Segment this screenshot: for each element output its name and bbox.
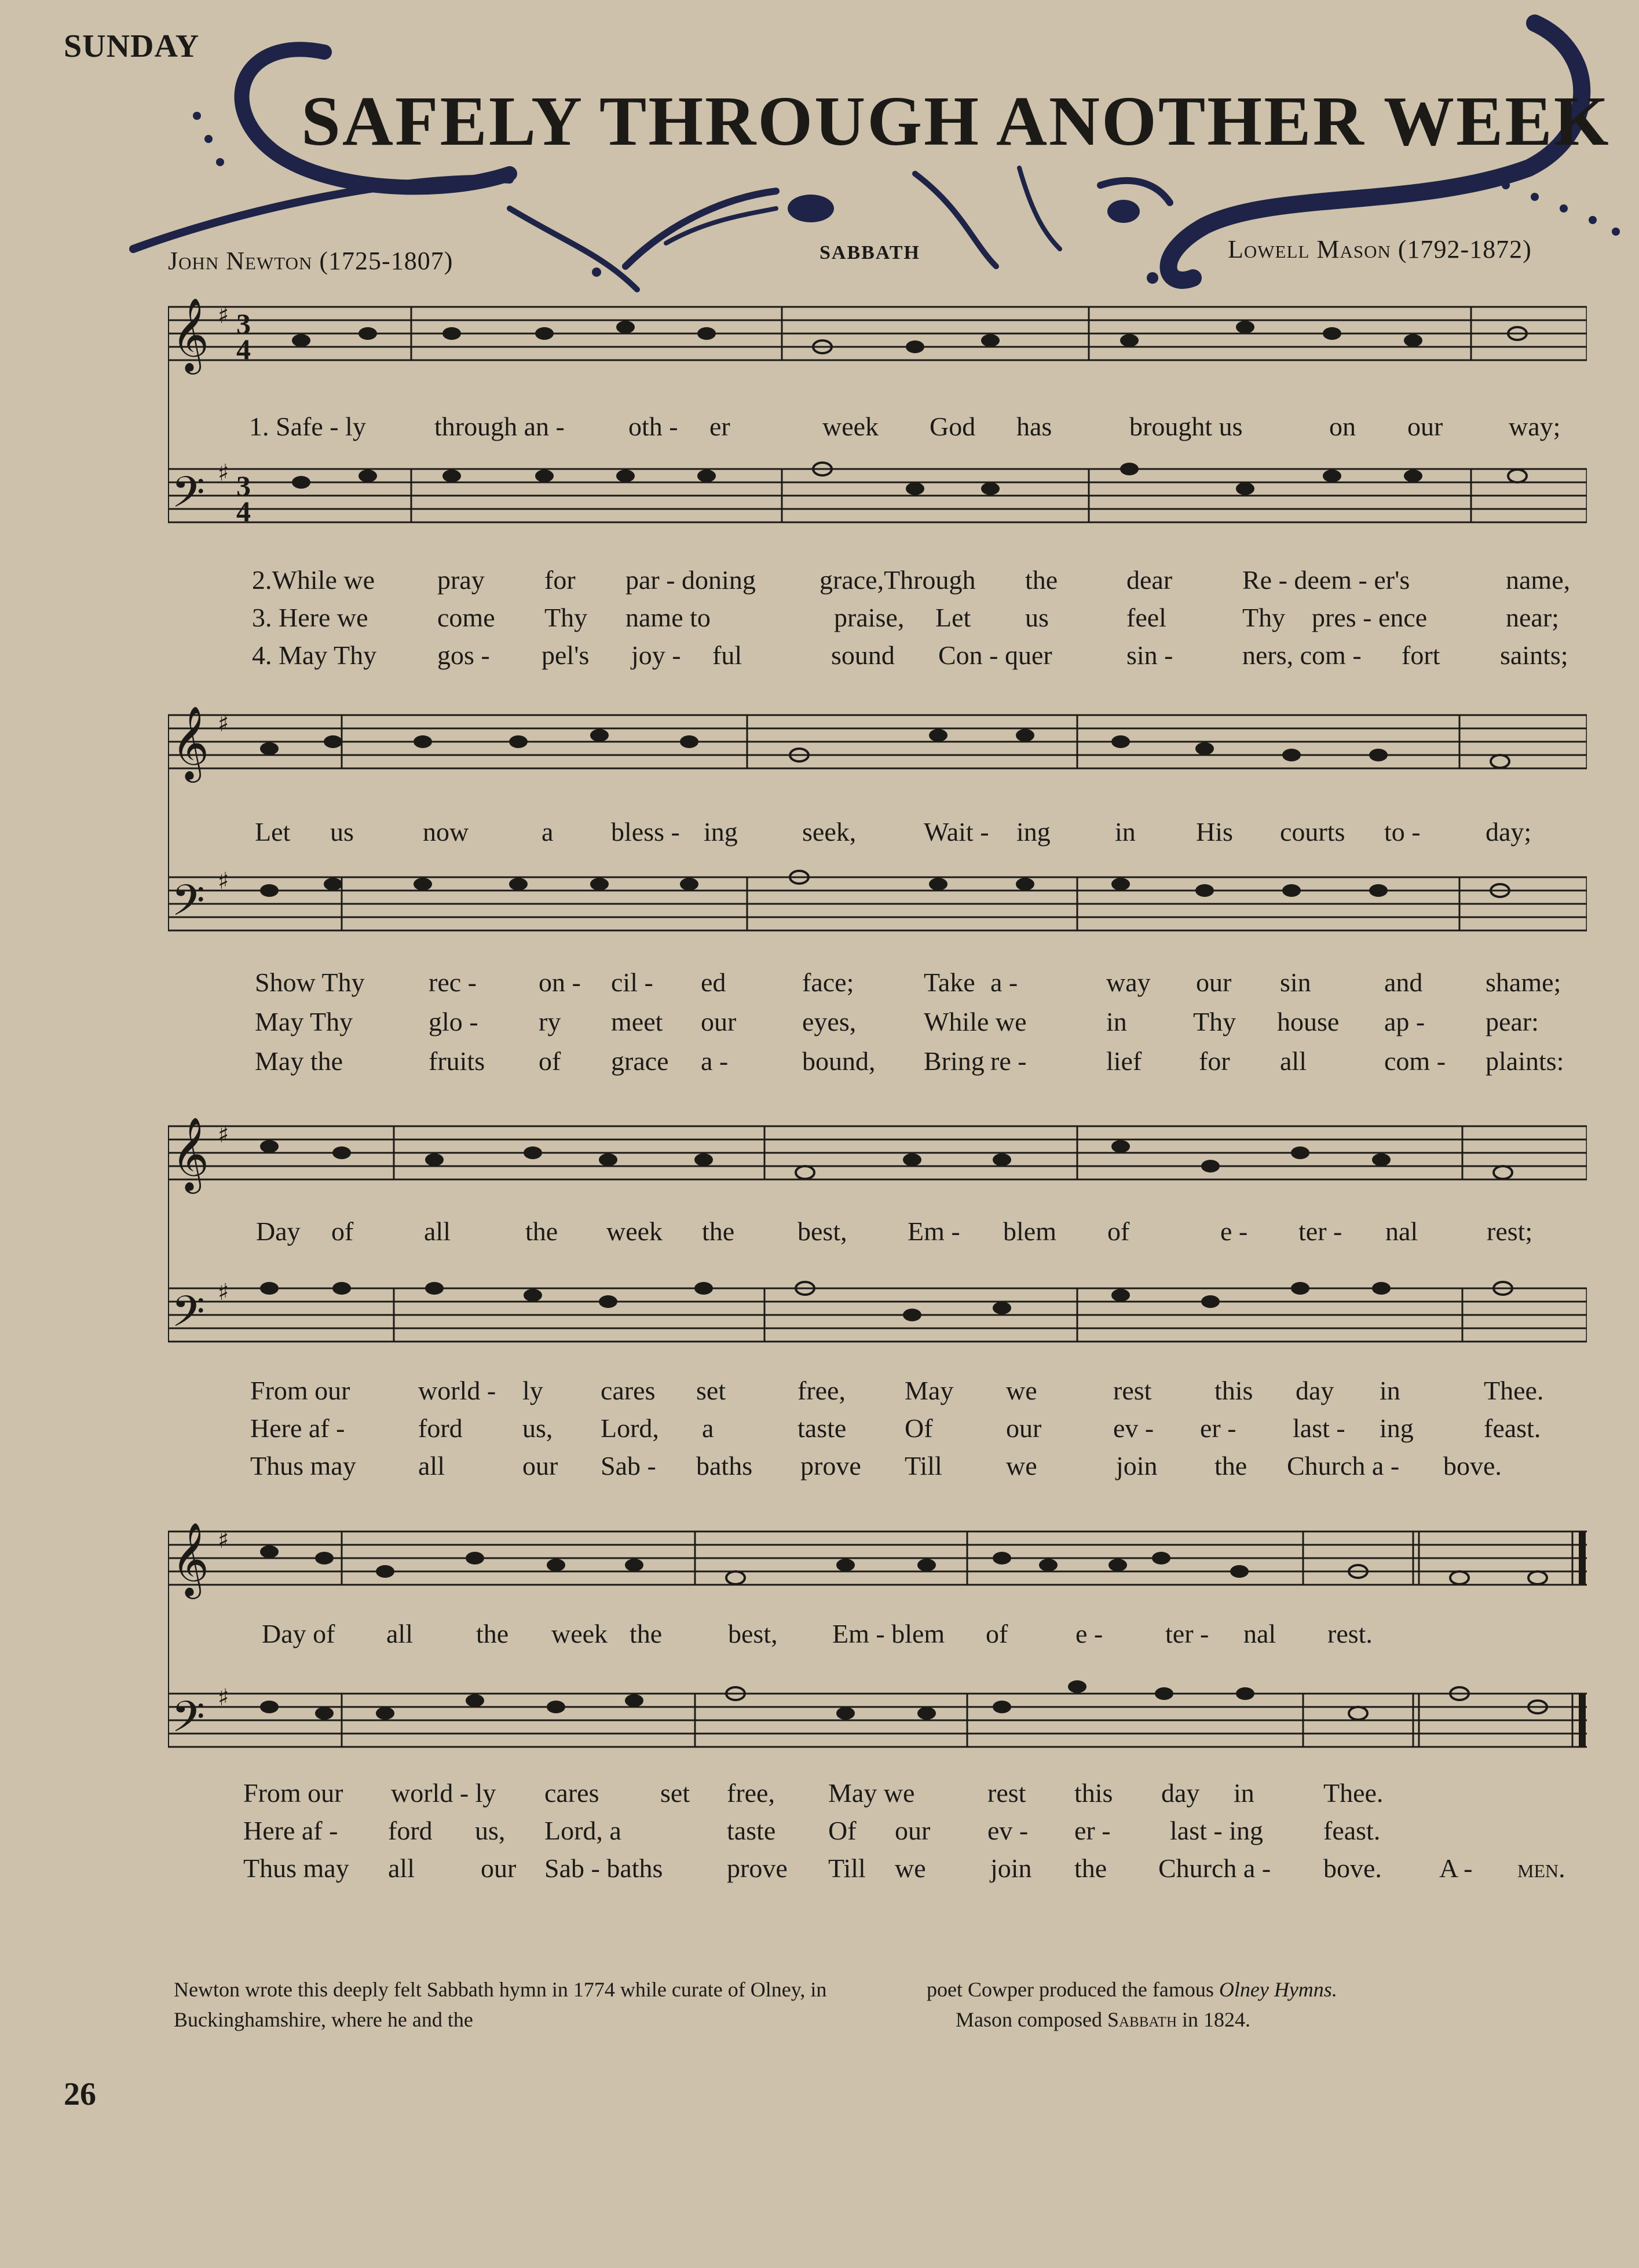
- lyric-syllable: join: [990, 1853, 1032, 1883]
- lyrics-system-1-treble: [249, 411, 1581, 445]
- lyric-syllable: Church a -: [1287, 1451, 1400, 1481]
- lyric-syllable: Lord, a: [544, 1816, 621, 1845]
- lyric-syllable: nal: [1385, 1217, 1418, 1246]
- lyric-syllable: cares: [544, 1778, 599, 1808]
- lyric-syllable: through an -: [434, 412, 565, 441]
- lyric-syllable: a -: [990, 968, 1018, 997]
- svg-text:3: 3: [236, 470, 251, 502]
- lyrics-system-1-bass-verse-2: [252, 565, 1584, 598]
- lyric-syllable: rec -: [429, 968, 477, 997]
- lyric-syllable: we: [1006, 1451, 1037, 1481]
- svg-text:𝄞: 𝄞: [171, 297, 210, 371]
- lyric-syllable: us: [330, 817, 354, 847]
- lyric-syllable: er -: [1074, 1816, 1111, 1845]
- lyric-syllable: free,: [727, 1778, 775, 1808]
- lyric-syllable: Re - deem - er's: [1242, 565, 1410, 595]
- lyric-syllable: re -: [990, 1046, 1027, 1076]
- lyric-syllable: week: [822, 412, 879, 441]
- lyric-syllable: a -: [701, 1046, 729, 1076]
- svg-text:♯: ♯: [218, 710, 229, 737]
- svg-text:♯: ♯: [218, 460, 229, 486]
- lyric-syllable: us,: [475, 1816, 506, 1845]
- lyric-syllable: ly: [522, 1376, 543, 1405]
- lyric-syllable: Wait -: [924, 817, 989, 847]
- composer-credit: Lowell Mason (1792-1872): [1228, 235, 1532, 263]
- lyric-syllable: and: [1384, 968, 1423, 997]
- lyric-syllable: all: [388, 1853, 415, 1883]
- lyric-syllable: pear:: [1486, 1007, 1539, 1036]
- lyric-syllable: ners, com -: [1242, 640, 1362, 670]
- svg-text:♯: ♯: [218, 302, 229, 329]
- lyrics-system-3-treble: [256, 1216, 1588, 1250]
- lyrics-system-4-bass-verse-3: [243, 1815, 1587, 1849]
- lyric-syllable: in: [1106, 1007, 1127, 1036]
- lyric-syllable: shame;: [1486, 968, 1561, 997]
- lyric-syllable: bove.: [1443, 1451, 1502, 1481]
- lyric-syllable: plaints:: [1486, 1046, 1564, 1076]
- lyrics-system-4-treble: [262, 1618, 1594, 1652]
- lyric-syllable: the: [1025, 565, 1058, 595]
- svg-text:𝄢: 𝄢: [171, 467, 205, 528]
- lyric-syllable: Thy: [544, 603, 588, 632]
- lyric-syllable: pel's: [542, 640, 590, 670]
- footnote-right: poet Cowper produced the famous Olney Hymns. Mason composed Sabbath in 1824.: [927, 1978, 1337, 2031]
- lyric-syllable: er -: [1200, 1413, 1236, 1443]
- lyric-syllable: join: [1116, 1451, 1158, 1481]
- lyric-syllable: best,: [797, 1217, 847, 1246]
- lyric-syllable: Here af -: [250, 1413, 345, 1443]
- lyric-syllable: Thus may: [250, 1451, 356, 1481]
- lyric-syllable: our: [1407, 412, 1443, 441]
- svg-text:♯: ♯: [218, 1684, 229, 1711]
- lyric-syllable: set: [696, 1376, 726, 1405]
- lyric-syllable: Let: [255, 817, 291, 847]
- lyric-syllable: Take: [924, 968, 975, 997]
- lyric-syllable: saints;: [1500, 640, 1568, 670]
- lyric-syllable: we: [1006, 1376, 1037, 1405]
- lyric-syllable: Day: [256, 1217, 301, 1246]
- lyric-syllable: in: [1115, 817, 1136, 847]
- lyric-syllable: sin: [1280, 968, 1311, 997]
- lyric-syllable: for: [1199, 1046, 1230, 1076]
- lyrics-system-4-bass-verse-4: [243, 1853, 1587, 1886]
- lyric-syllable: Lord,: [601, 1413, 659, 1443]
- lyric-syllable: Sab -: [601, 1451, 656, 1481]
- lyric-syllable: May Thy: [255, 1007, 353, 1036]
- svg-text:𝄞: 𝄞: [171, 705, 210, 779]
- lyric-syllable: our: [701, 1007, 737, 1036]
- lyric-syllable: the: [702, 1217, 735, 1246]
- lyric-syllable: we: [895, 1853, 926, 1883]
- lyric-syllable: house: [1277, 1007, 1340, 1036]
- lyric-syllable: the: [1214, 1451, 1247, 1481]
- lyric-syllable: pres - ence: [1312, 603, 1428, 632]
- lyric-syllable: nal: [1243, 1619, 1276, 1648]
- lyric-syllable: bound,: [802, 1046, 876, 1076]
- page-number: 26: [64, 2076, 96, 2112]
- svg-text:♯: ♯: [218, 868, 229, 895]
- lyrics-system-3-bass-verse-2: [250, 1375, 1582, 1409]
- lyric-syllable: a: [702, 1413, 714, 1443]
- lyric-syllable: Here af -: [243, 1816, 338, 1845]
- lyric-syllable: eyes,: [802, 1007, 857, 1036]
- lyric-syllable: While we: [924, 1007, 1027, 1036]
- lyric-syllable: ry: [539, 1007, 561, 1036]
- lyric-syllable: ful: [712, 640, 742, 670]
- lyric-syllable: last - ing: [1170, 1816, 1263, 1845]
- lyric-syllable: on -: [539, 968, 581, 997]
- lyric-syllable: day;: [1486, 817, 1532, 847]
- lyric-syllable: seek,: [802, 817, 857, 847]
- lyric-syllable: our: [481, 1853, 517, 1883]
- lyric-syllable: e -: [1075, 1619, 1103, 1648]
- lyric-syllable: our: [1006, 1413, 1042, 1443]
- hymn-title: SAFELY THROUGH ANOTHER WEEK: [301, 82, 1611, 160]
- lyric-syllable: Till: [905, 1451, 942, 1481]
- svg-text:𝄞: 𝄞: [171, 1116, 210, 1190]
- lyric-syllable: the: [1074, 1853, 1107, 1883]
- tune-name: SABBATH: [820, 242, 920, 263]
- lyric-syllable: Em - blem: [832, 1619, 945, 1648]
- lyrics-system-4-bass-verse-2: [243, 1778, 1587, 1811]
- lyric-syllable: God: [930, 412, 976, 441]
- lyrics-system-2-treble: [255, 816, 1587, 850]
- lyric-syllable: prove: [727, 1853, 788, 1883]
- lyric-syllable: May we: [828, 1778, 915, 1808]
- lyric-syllable: ing: [704, 817, 738, 847]
- svg-text:4: 4: [236, 333, 251, 365]
- lyric-syllable: name to: [625, 603, 711, 632]
- lyric-syllable: this: [1214, 1376, 1253, 1405]
- lyric-syllable: Of: [828, 1816, 857, 1845]
- lyric-syllable: pray: [437, 565, 485, 595]
- lyric-syllable: Em -: [908, 1217, 960, 1246]
- svg-text:𝄞: 𝄞: [171, 1522, 210, 1596]
- lyric-syllable: Let: [935, 603, 971, 632]
- lyric-syllable: the: [476, 1619, 509, 1648]
- lyric-syllable: oth -: [628, 412, 678, 441]
- svg-text:♯: ♯: [218, 1122, 229, 1148]
- lyric-syllable: sound: [831, 640, 895, 670]
- lyric-syllable: Of: [905, 1413, 933, 1443]
- lyric-syllable: lief: [1106, 1046, 1142, 1076]
- lyric-syllable: blem: [1003, 1217, 1056, 1246]
- lyric-syllable: us,: [522, 1413, 553, 1443]
- lyric-syllable: face;: [802, 968, 854, 997]
- lyric-syllable: ing: [1016, 817, 1051, 847]
- lyric-syllable: feast.: [1323, 1816, 1381, 1845]
- lyric-syllable: rest.: [1327, 1619, 1373, 1648]
- lyric-syllable: er: [709, 412, 730, 441]
- lyric-syllable: of: [539, 1046, 561, 1076]
- lyric-syllable: ev -: [987, 1816, 1029, 1845]
- lyric-syllable: week: [551, 1619, 608, 1648]
- lyric-syllable: way: [1106, 968, 1151, 997]
- lyric-syllable: glo -: [429, 1007, 478, 1036]
- lyric-syllable: set: [660, 1778, 690, 1808]
- lyric-syllable: fort: [1402, 640, 1440, 670]
- lyric-syllable: bove.: [1323, 1853, 1382, 1883]
- lyric-syllable: Thee.: [1484, 1376, 1544, 1405]
- lyric-syllable: ed: [701, 968, 726, 997]
- lyric-syllable: come: [437, 603, 495, 632]
- lyric-syllable: has: [1016, 412, 1052, 441]
- lyric-syllable: ter -: [1298, 1217, 1342, 1246]
- lyric-syllable: rest: [987, 1778, 1026, 1808]
- lyric-syllable: name,: [1506, 565, 1571, 595]
- lyric-syllable: Show Thy: [255, 968, 365, 997]
- lyric-syllable: all: [1280, 1046, 1307, 1076]
- lyric-syllable: grace: [611, 1046, 669, 1076]
- lyric-syllable: joy -: [631, 640, 681, 670]
- lyric-syllable: the: [525, 1217, 558, 1246]
- lyric-syllable: 3. Here we: [252, 603, 368, 632]
- lyric-syllable: ev -: [1113, 1413, 1154, 1443]
- lyric-syllable: day: [1161, 1778, 1200, 1808]
- lyric-syllable: ford: [388, 1816, 433, 1845]
- lyrics-system-1-bass-verse-3: [252, 602, 1584, 636]
- lyrics-system-2-bass-verse-4: [255, 1046, 1587, 1079]
- lyric-syllable: grace,Through: [820, 565, 976, 595]
- lyric-syllable: our: [1196, 968, 1232, 997]
- lyric-syllable: May the: [255, 1046, 343, 1076]
- lyric-syllable: par - doning: [625, 565, 756, 595]
- svg-text:♯: ♯: [218, 1279, 229, 1306]
- lyric-syllable: of: [331, 1217, 354, 1246]
- lyric-syllable: world - ly: [391, 1778, 496, 1808]
- lyric-syllable: Bring: [924, 1046, 985, 1076]
- lyric-syllable: last -: [1293, 1413, 1345, 1443]
- svg-text:𝄢: 𝄢: [171, 1692, 205, 1753]
- lyrics-system-3-bass-verse-3: [250, 1413, 1582, 1446]
- lyric-syllable: in: [1234, 1778, 1254, 1808]
- lyric-syllable: week: [606, 1217, 663, 1246]
- lyric-syllable: to -: [1384, 817, 1421, 847]
- lyric-syllable: a: [542, 817, 554, 847]
- lyric-syllable: this: [1074, 1778, 1113, 1808]
- lyric-syllable: taste: [797, 1413, 847, 1443]
- lyric-syllable: bless -: [611, 817, 680, 847]
- lyric-syllable: day: [1296, 1376, 1334, 1405]
- lyric-syllable: all: [424, 1217, 451, 1246]
- svg-text:♯: ♯: [218, 1527, 229, 1553]
- lyric-syllable: world -: [418, 1376, 496, 1405]
- lyric-syllable: rest;: [1487, 1217, 1533, 1246]
- lyric-syllable: Church a -: [1158, 1853, 1271, 1883]
- lyric-syllable: 4. May Thy: [252, 640, 377, 670]
- lyric-syllable: 2.While we: [252, 565, 375, 595]
- lyric-syllable: brought us: [1129, 412, 1243, 441]
- lyric-syllable: near;: [1506, 603, 1559, 632]
- lyric-syllable: 1. Safe - ly: [249, 412, 366, 441]
- section-label: SUNDAY: [64, 28, 200, 64]
- lyric-syllable: on: [1329, 412, 1356, 441]
- lyric-syllable: cil -: [611, 968, 653, 997]
- author-credit: John Newton (1725-1807): [168, 247, 453, 275]
- lyric-syllable: Thee.: [1323, 1778, 1384, 1808]
- lyric-syllable: Till: [828, 1853, 866, 1883]
- lyric-syllable: ap -: [1384, 1007, 1425, 1036]
- lyric-syllable: of: [1107, 1217, 1130, 1246]
- lyrics-system-2-bass-verse-2: [255, 967, 1587, 1001]
- lyric-syllable: A -: [1439, 1853, 1473, 1883]
- lyric-syllable: Thus may: [243, 1853, 349, 1883]
- svg-text:𝄢: 𝄢: [171, 1287, 205, 1347]
- lyric-syllable: From our: [243, 1778, 343, 1808]
- lyric-syllable: all: [386, 1619, 413, 1648]
- lyric-syllable: e -: [1220, 1217, 1248, 1246]
- lyric-syllable: rest: [1113, 1376, 1152, 1405]
- svg-text:𝄢: 𝄢: [171, 875, 205, 936]
- lyric-syllable: Thy: [1193, 1007, 1236, 1036]
- lyric-syllable: men.: [1517, 1853, 1565, 1883]
- lyric-syllable: ing: [1380, 1413, 1414, 1443]
- lyric-syllable: Con - quer: [938, 640, 1052, 670]
- lyric-syllable: for: [544, 565, 576, 595]
- lyric-syllable: all: [418, 1451, 445, 1481]
- lyric-syllable: Thy: [1242, 603, 1286, 632]
- lyric-syllable: feel: [1126, 603, 1166, 632]
- lyrics-system-2-bass-verse-3: [255, 1006, 1587, 1040]
- lyric-syllable: free,: [797, 1376, 846, 1405]
- lyric-syllable: us: [1025, 603, 1049, 632]
- svg-text:3: 3: [236, 307, 251, 340]
- footnote-left: Newton wrote this deeply felt Sabbath hymn in 1774 while curate of Olney, in Buckinghamshire, where he and the: [174, 1978, 827, 2031]
- lyric-syllable: meet: [611, 1007, 663, 1036]
- lyric-syllable: dear: [1126, 565, 1173, 595]
- lyric-syllable: Day of: [262, 1619, 335, 1648]
- scroll-ornament: [0, 0, 1639, 324]
- lyric-syllable: ford: [418, 1413, 463, 1443]
- lyrics-system-3-bass-verse-4: [250, 1450, 1582, 1484]
- lyric-syllable: com -: [1384, 1046, 1446, 1076]
- lyric-syllable: From our: [250, 1376, 350, 1405]
- lyric-syllable: of: [986, 1619, 1008, 1648]
- lyric-syllable: in: [1380, 1376, 1400, 1405]
- lyric-syllable: gos -: [437, 640, 490, 670]
- svg-text:4: 4: [236, 495, 251, 527]
- lyric-syllable: May: [905, 1376, 954, 1405]
- lyric-syllable: sin -: [1126, 640, 1173, 670]
- lyric-syllable: fruits: [429, 1046, 485, 1076]
- lyric-syllable: cares: [601, 1376, 656, 1405]
- lyric-syllable: our: [522, 1451, 558, 1481]
- lyric-syllable: Sab - baths: [544, 1853, 663, 1883]
- lyric-syllable: ter -: [1165, 1619, 1209, 1648]
- lyric-syllable: prove: [800, 1451, 861, 1481]
- lyrics-system-1-bass-verse-4: [252, 640, 1584, 673]
- lyric-syllable: taste: [727, 1816, 776, 1845]
- lyric-syllable: feast.: [1484, 1413, 1541, 1443]
- lyric-syllable: way;: [1509, 412, 1561, 441]
- lyric-syllable: best,: [728, 1619, 778, 1648]
- lyric-syllable: praise,: [834, 603, 905, 632]
- lyric-syllable: baths: [696, 1451, 753, 1481]
- lyric-syllable: His: [1196, 817, 1233, 847]
- lyric-syllable: our: [895, 1816, 931, 1845]
- lyric-syllable: the: [630, 1619, 663, 1648]
- lyric-syllable: courts: [1280, 817, 1345, 847]
- lyric-syllable: now: [423, 817, 469, 847]
